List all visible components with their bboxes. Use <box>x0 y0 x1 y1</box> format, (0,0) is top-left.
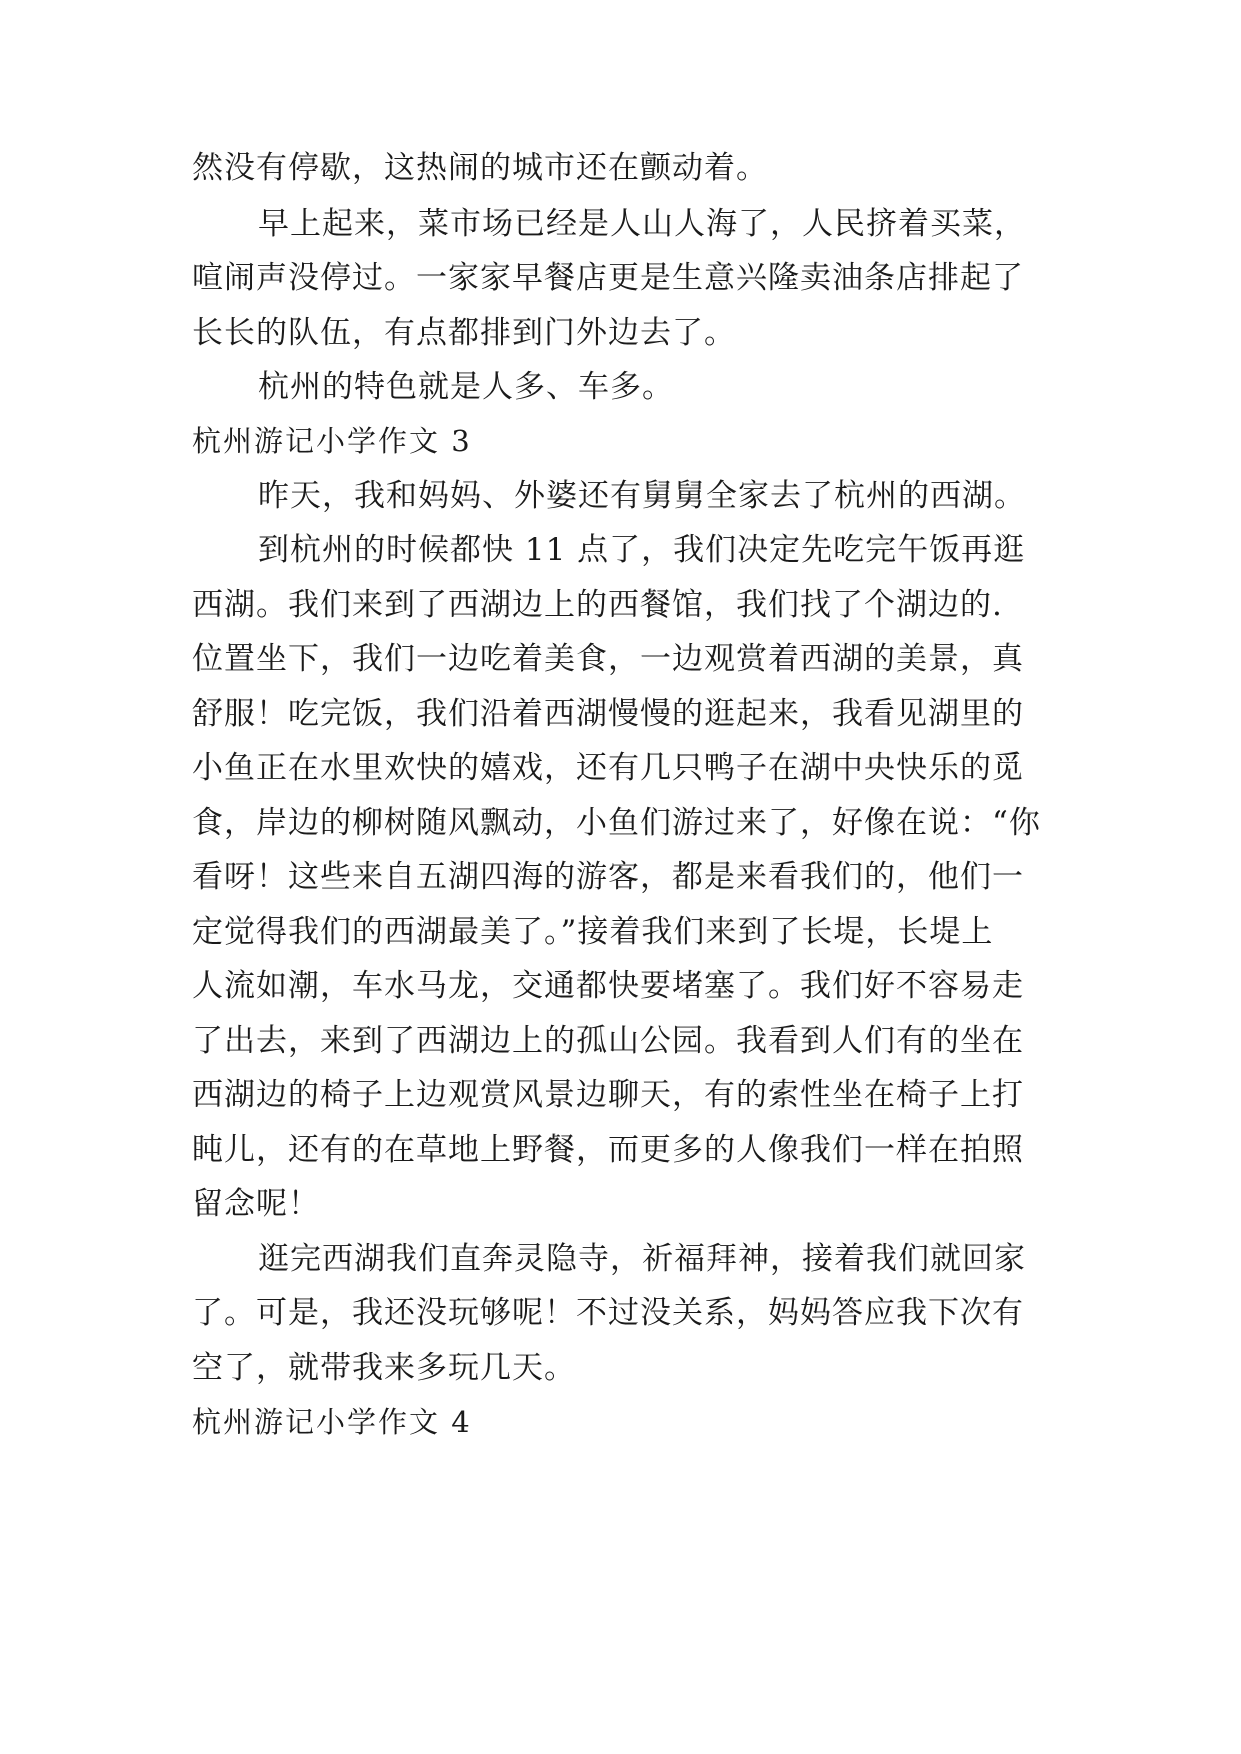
text-line: 长长的队伍，有点都排到门外边去了。 <box>192 315 736 351</box>
text-line: 西湖边的椅子上边观赏风景边聊天，有的索性坐在椅子上打 <box>192 1077 1024 1113</box>
text-line: 食，岸边的柳树随风飘动，小鱼们游过来了，好像在说：“你 <box>192 805 1041 841</box>
text-line: 然没有停歇，这热闹的城市还在颤动着。 <box>192 150 768 186</box>
section-heading: 杭州游记小学作文 4 <box>192 1405 472 1439</box>
paragraph-start-line: 逛完西湖我们直奔灵隐寺，祈福拜神，接着我们就回家 <box>258 1241 1026 1277</box>
text-line: 了。可是，我还没玩够呢！不过没关系，妈妈答应我下次有 <box>192 1295 1024 1331</box>
text-line: 位置坐下，我们一边吃着美食，一边观赏着西湖的美景，真 <box>192 641 1024 677</box>
text-line: 留念呢！ <box>192 1186 320 1222</box>
text-line: 人流如潮，车水马龙，交通都快要堵塞了。我们好不容易走 <box>192 968 1024 1004</box>
text-line: 看呀！这些来自五湖四海的游客，都是来看我们的，他们一 <box>192 859 1024 895</box>
text-line: 定觉得我们的西湖最美了。”接着我们来到了长堤，长堤上 <box>192 914 994 950</box>
text-line: 西湖。我们来到了西湖边上的西餐馆，我们找了个湖边的. <box>192 587 1003 623</box>
text-line: 空了，就带我来多玩几天。 <box>192 1350 576 1386</box>
text-line: 小鱼正在水里欢快的嬉戏，还有几只鸭子在湖中央快乐的觅 <box>192 750 1024 786</box>
text-line: 喧闹声没停过。一家家早餐店更是生意兴隆卖油条店排起了 <box>192 260 1024 296</box>
paragraph-start-line: 昨天，我和妈妈、外婆还有舅舅全家去了杭州的西湖。 <box>258 478 1026 514</box>
paragraph-start-line: 到杭州的时候都快 11 点了，我们决定先吃完午饭再逛 <box>258 532 1026 568</box>
section-heading: 杭州游记小学作文 3 <box>192 424 472 458</box>
text-line: 了出去，来到了西湖边上的孤山公园。我看到人们有的坐在 <box>192 1023 1024 1059</box>
text-line: 盹儿，还有的在草地上野餐，而更多的人像我们一样在拍照 <box>192 1132 1024 1168</box>
text-line: 舒服！吃完饭，我们沿着西湖慢慢的逛起来，我看见湖里的 <box>192 696 1024 732</box>
paragraph-start-line: 早上起来，菜市场已经是人山人海了，人民挤着买菜， <box>258 206 1026 242</box>
paragraph-start-line: 杭州的特色就是人多、车多。 <box>258 369 674 405</box>
